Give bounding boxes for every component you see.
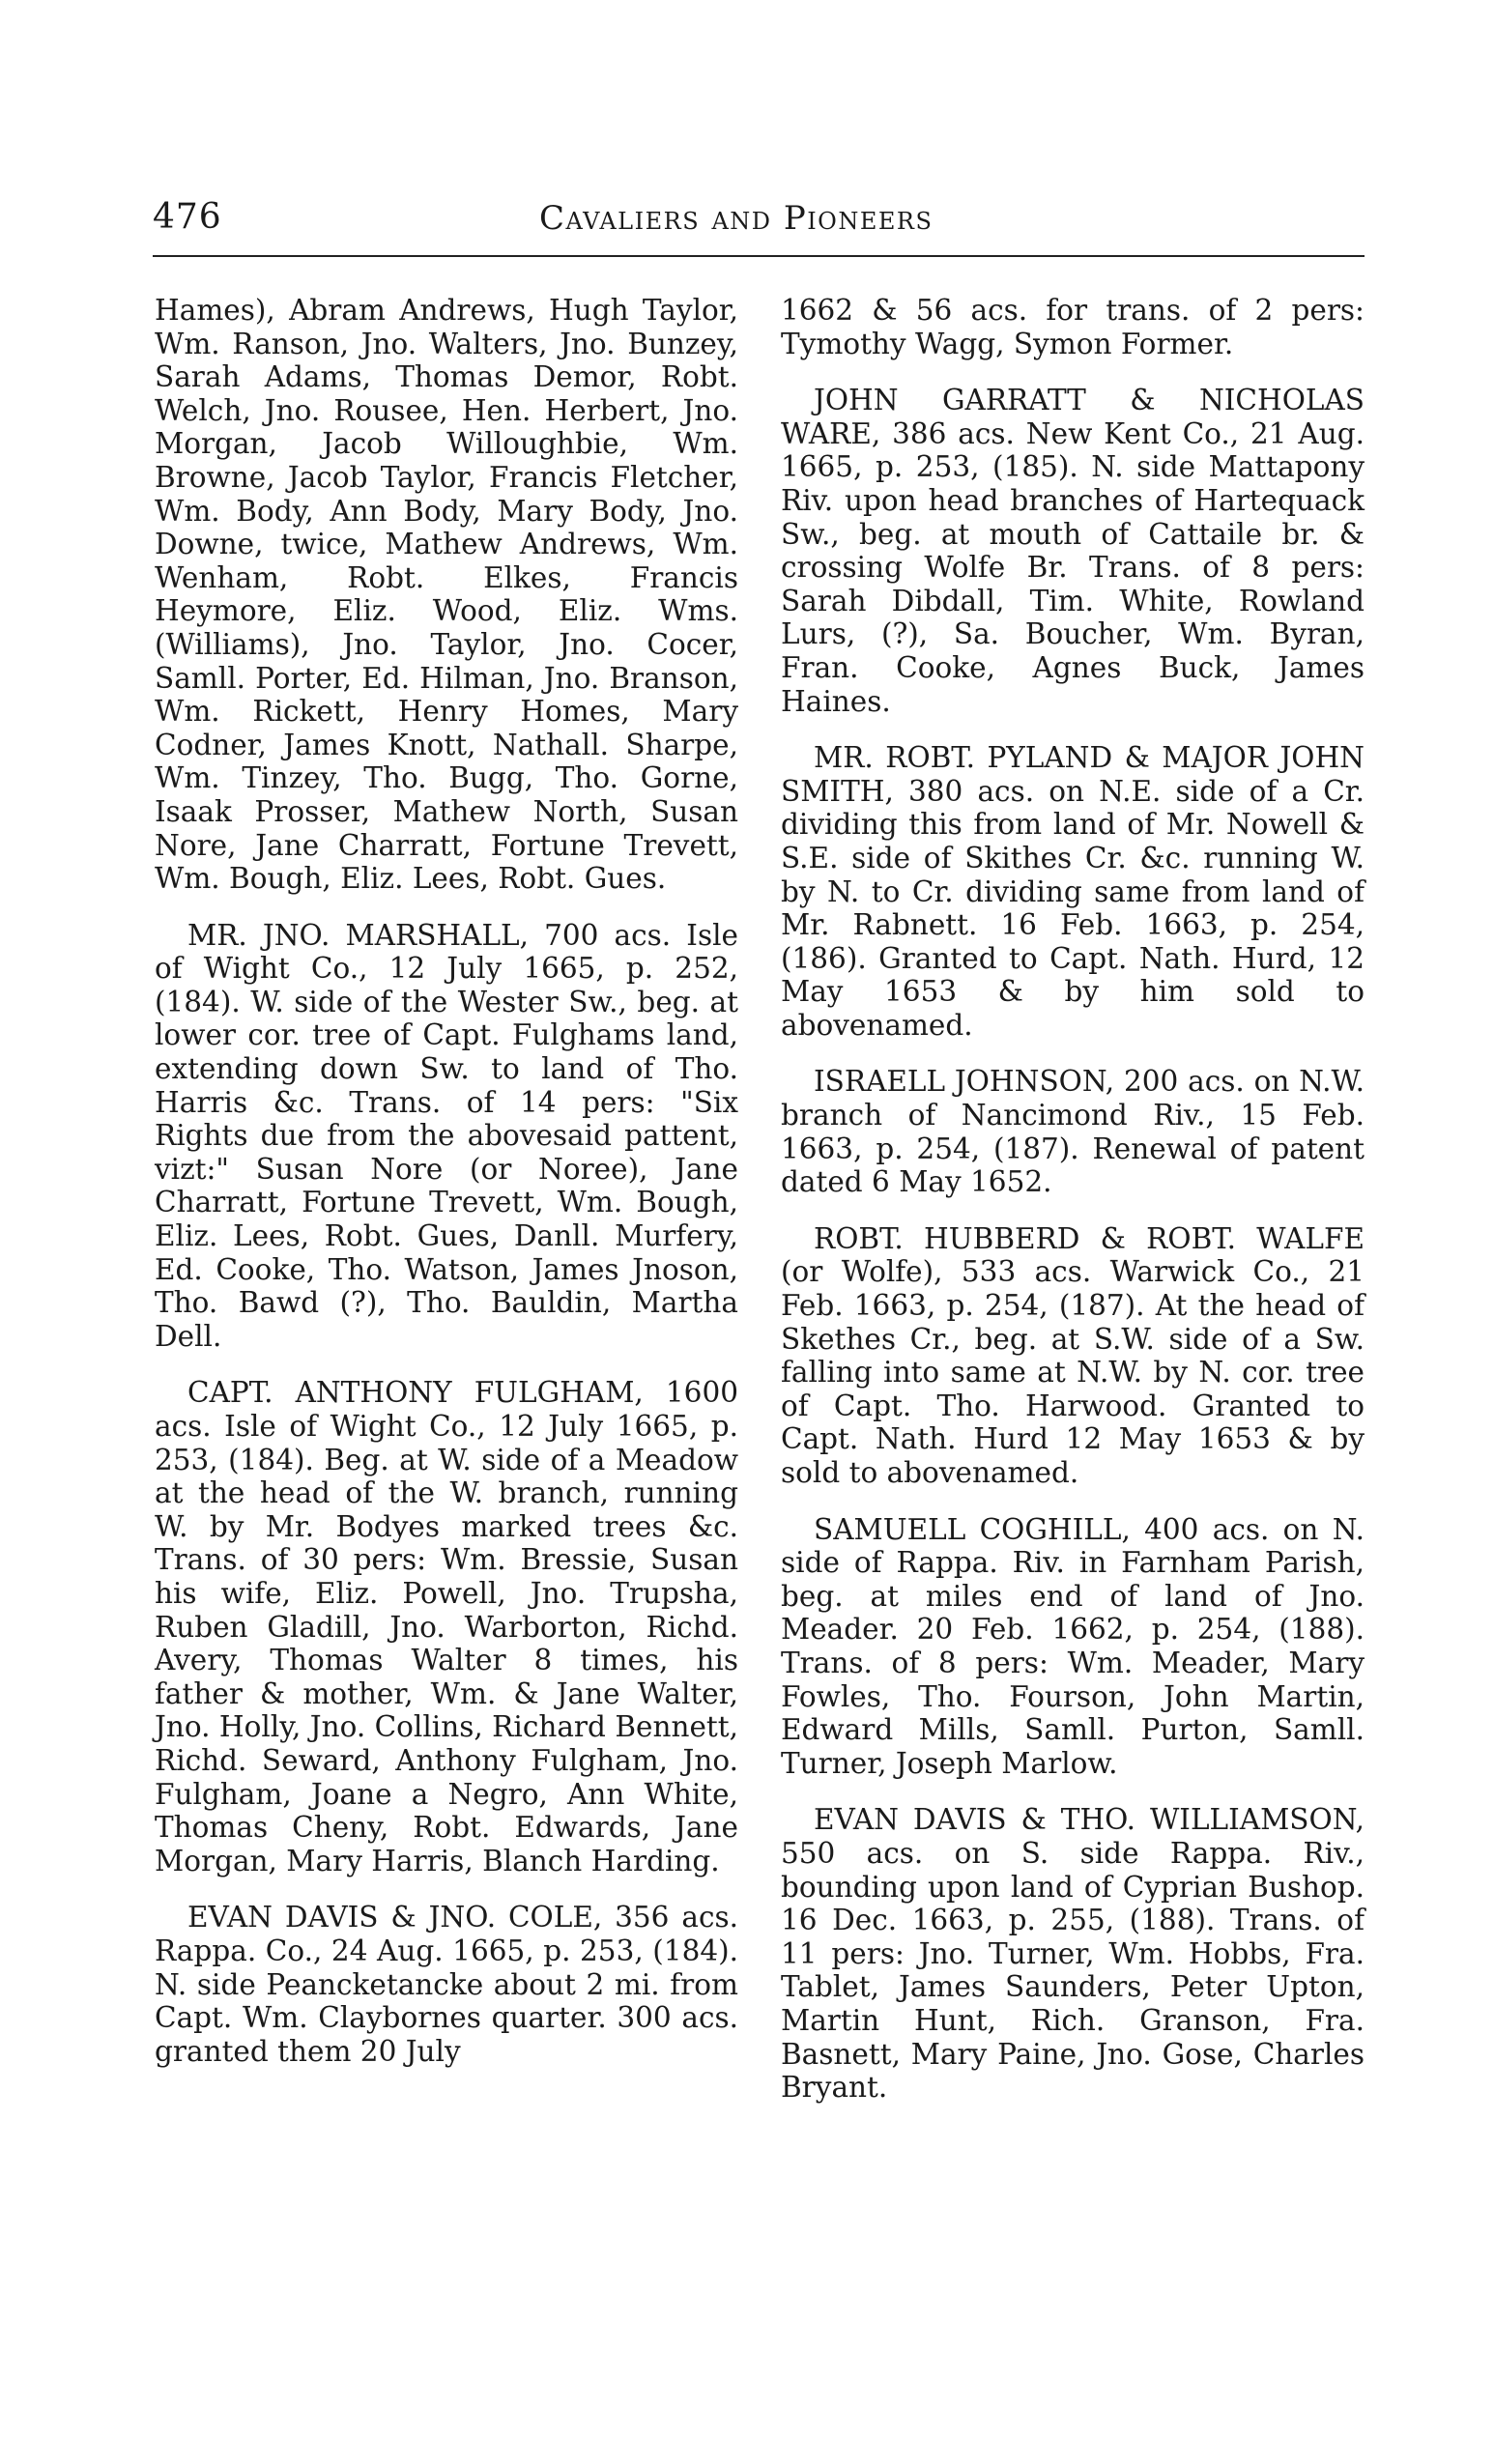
- entry-davis-cole-continued: 1662 & 56 acs. for trans. of 2 pers: Tymothy Wagg, Symon Former.: [781, 294, 1365, 360]
- entry-fulgham: CAPT. ANTHONY FULGHAM, 1600 acs. Isle of Wight Co., 12 July 1665, p. 253, (184). Beg. at W. side of a Meadow at the head of the W. branch, running W. by Mr. Bodyes marked trees &c. Trans. of 30 pers: Wm. Bressie, Susan his wife, Eliz. Powell, Jno. Trupsha, Ruben Gladill, Jno. Warborton, Richd. Avery, Thomas Walter 8 times, his father & mother, Wm. & Jane Walter, Jno. Holly, Jno. Collins, Richard Bennett, Richd. Seward, Anthony Fulgham, Jno. Fulgham, Joane a Negro, Ann White, Thomas Cheny, Robt. Edwards, Jane Morgan, Mary Harris, Blanch Harding.: [155, 1376, 738, 1877]
- left-column: [155, 294, 738, 2068]
- page-number: 476: [153, 197, 222, 237]
- entry-continued: Hames), Abram Andrews, Hugh Taylor, Wm. Ranson, Jno. Walters, Jno. Bunzey, Sarah Adams, Thomas Demor, Robt. Welch, Jno. Rousee, Hen. Herbert, Jno. Morgan, Jacob Willoughbie, Wm. Browne, Jacob Taylor, Francis Fletcher, Wm. Body, Ann Body, Mary Body, Jno. Downe, twice, Mathew Andrews, Wm. Wenham, Robt. Elkes, Francis Heymore, Eliz. Wood, Eliz. Wms. (Williams), Jno. Taylor, Jno. Cocer, Samll. Porter, Ed. Hilman, Jno. Branson, Wm. Rickett, Henry Homes, Mary Codner, James Knott, Nathall. Sharpe, Wm. Tinzey, Tho. Bugg, Tho. Gorne, Isaak Prosser, Mathew North, Susan Nore, Jane Charratt, Fortune Trevett, Wm. Bough, Eliz. Lees, Robt. Gues.: [155, 294, 738, 896]
- entry-davis-williamson: EVAN DAVIS & THO. WILLIAMSON, 550 acs. on S. side Rappa. Riv., bounding upon land of Cyprian Bushop. 16 Dec. 1663, p. 255, (188). Trans. of 11 pers: Jno. Turner, Wm. Hobbs, Fra. Tablet, James Saunders, Peter Upton, Martin Hunt, Rich. Granson, Fra. Basnett, Mary Paine, Jno. Gose, Charles Bryant.: [781, 1803, 1365, 2105]
- page-header: [153, 193, 1365, 257]
- entry-johnson: ISRAELL JOHNSON, 200 acs. on N.W. branch of Nancimond Riv., 15 Feb. 1663, p. 254, (187). Renewal of patent dated 6 May 1652.: [781, 1065, 1365, 1199]
- entry-coghill: SAMUELL COGHILL, 400 acs. on N. side of Rappa. Riv. in Farnham Parish, beg. at miles end of land of Jno. Meader. 20 Feb. 1662, p. 254, (188). Trans. of 8 pers: Wm. Meader, Mary Fowles, Tho. Fourson, John Martin, Edward Mills, Samll. Purton, Samll. Turner, Joseph Marlow.: [781, 1512, 1365, 1780]
- entry-marshall: MR. JNO. MARSHALL, 700 acs. Isle of Wight Co., 12 July 1665, p. 252, (184). W. side of the Wester Sw., beg. at lower cor. tree of Capt. Fulghams land, extending down Sw. to land of Tho. Harris &c. Trans. of 14 pers: "Six Rights due from the abovesaid pattent, vizt:" Susan Nore (or Noree), Jane Charratt, Fortune Trevett, Wm. Bough, Eliz. Lees, Robt. Gues, Danll. Murfery, Ed. Cooke, Tho. Watson, James Jnoson, Tho. Bawd (?), Tho. Bauldin, Martha Dell.: [155, 918, 738, 1353]
- entry-garratt-ware: JOHN GARRATT & NICHOLAS WARE, 386 acs. New Kent Co., 21 Aug. 1665, p. 253, (185). N. side Mattapony Riv. upon head branches of Hartequack Sw., beg. at mouth of Cattaile br. & crossing Wolfe Br. Trans. of 8 pers: Sarah Dibdall, Tim. White, Rowland Lurs, (?), Sa. Boucher, Wm. Byran, Fran. Cooke, Agnes Buck, James Haines.: [781, 384, 1365, 718]
- entry-pyland-smith: MR. ROBT. PYLAND & MAJOR JOHN SMITH, 380 acs. on N.E. side of a Cr. dividing this from land of Mr. Nowell & S.E. side of Skithes Cr. &c. running W. by N. to Cr. dividing same from land of Mr. Rabnett. 16 Feb. 1663, p. 254, (186). Granted to Capt. Nath. Hurd, 12 May 1653 & by him sold to abovenamed.: [781, 741, 1365, 1042]
- entry-hubberd-walfe: ROBT. HUBBERD & ROBT. WALFE (or Wolfe), 533 acs. Warwick Co., 21 Feb. 1663, p. 254, (187). At the head of Skethes Cr., beg. at S.W. side of a Sw. falling into same at N.W. by N. cor. tree of Capt. Tho. Harwood. Granted to Capt. Nath. Hurd 12 May 1653 & by sold to abovenamed.: [781, 1221, 1365, 1489]
- running-title: Cavaliers and Pioneers: [539, 199, 934, 238]
- right-column: [781, 294, 1365, 2105]
- entry-davis-cole: EVAN DAVIS & JNO. COLE, 356 acs. Rappa. Co., 24 Aug. 1665, p. 253, (184). N. side Peancketancke about 2 mi. from Capt. Wm. Claybornes quarter. 300 acs. granted them 20 July: [155, 1901, 738, 2068]
